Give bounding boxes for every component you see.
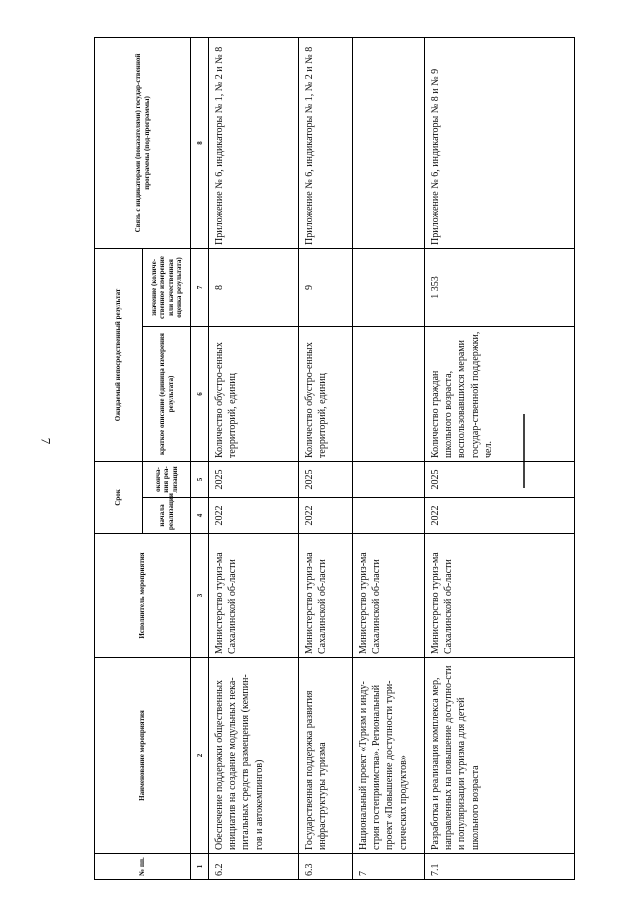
row-start: 2022 [209, 498, 299, 534]
row-link [353, 37, 425, 248]
row-name: Государственная поддержка развития инфраструктуры туризма [299, 658, 353, 854]
header-name: Наименование мероприятия [95, 658, 191, 854]
col-index: 4 [191, 498, 209, 534]
row-start: 2022 [299, 498, 353, 534]
table-row [299, 37, 353, 879]
row-link: Приложение № 6, индикаторы № 1, № 2 и № 8 [209, 37, 299, 248]
row-value: 8 [209, 248, 299, 326]
table-row [425, 37, 575, 879]
col-index: 5 [191, 461, 209, 497]
table-header [95, 37, 191, 879]
row-start [353, 498, 425, 534]
col-index: 8 [191, 37, 209, 248]
row-desc: Количество граждан школьного возраста, воспользовавшихся мерами государ-ственной поддержки, чел. [425, 326, 575, 461]
row-value [353, 248, 425, 326]
row-num: 6.3 [299, 854, 353, 880]
header-result-value: значение (количе-ственное измерение или качественная оценка результата) [143, 248, 191, 326]
row-end [353, 461, 425, 497]
header-result: Ожидаемый непосредственный результат [95, 248, 143, 461]
page-number: 7 [38, 437, 54, 445]
header-result-desc: краткое описание (единица измерения результата) [143, 326, 191, 461]
col-index: 1 [191, 854, 209, 880]
col-index: 6 [191, 326, 209, 461]
row-num: 7 [353, 854, 425, 880]
table-row [209, 37, 299, 879]
row-link: Приложение № 6, индикаторы № 1, № 2 и № 8 [299, 37, 353, 248]
row-desc [353, 326, 425, 461]
row-name: Национальный проект «Туризм и инду-стрия гостеприимства». Региональный проект «Повышение доступности тури-стических продуктов» [353, 658, 425, 854]
row-executor: Министерство туриз-ма Сахалинской об-ласти [209, 534, 299, 658]
row-desc: Количество обустро-енных территорий, единиц [209, 326, 299, 461]
row-name: Обеспечение поддержки общественных инициатив на создание модульных нека-питальных средств размещения (кемпин-гов и автокемпингов) [209, 658, 299, 854]
column-index-row [191, 37, 209, 879]
header-term-start: начала реализации [143, 498, 191, 534]
header-term-end: оконча-ния реа-лизации [143, 461, 191, 497]
row-end: 2025 [425, 461, 575, 497]
row-executor: Министерство туриз-ма Сахалинской об-ласти [299, 534, 353, 658]
table-row [353, 37, 425, 879]
row-desc: Количество обустро-енных территорий, единиц [299, 326, 353, 461]
row-end: 2025 [209, 461, 299, 497]
header-executor: Исполнитель мероприятия [95, 534, 191, 658]
row-executor: Министерство туриз-ма Сахалинской об-ласти [425, 534, 575, 658]
row-value: 9 [299, 248, 353, 326]
col-index: 2 [191, 658, 209, 854]
row-link: Приложение № 6, индикаторы № 8 и № 9 [425, 37, 575, 248]
events-table [94, 37, 575, 880]
col-index: 7 [191, 248, 209, 326]
row-value: 1 353 [425, 248, 575, 326]
row-end: 2025 [299, 461, 353, 497]
row-num: 6.2 [209, 854, 299, 880]
row-name: Разработка и реализация комплекса мер, направленных на повышение доступно-сти и популяризации туризма для детей школьного возраста [425, 658, 575, 854]
header-link: Связь с индикаторами (показателями) государ-ственной программы (под-программы) [95, 37, 191, 248]
rotated-table-container [94, 38, 574, 880]
row-num: 7.1 [425, 854, 575, 880]
col-index: 3 [191, 534, 209, 658]
header-term: Срок [95, 461, 143, 533]
row-start: 2022 [425, 498, 575, 534]
header-num: № пп. [95, 854, 191, 880]
row-executor: Министерство туриз-ма Сахалинской об-ласти [353, 534, 425, 658]
